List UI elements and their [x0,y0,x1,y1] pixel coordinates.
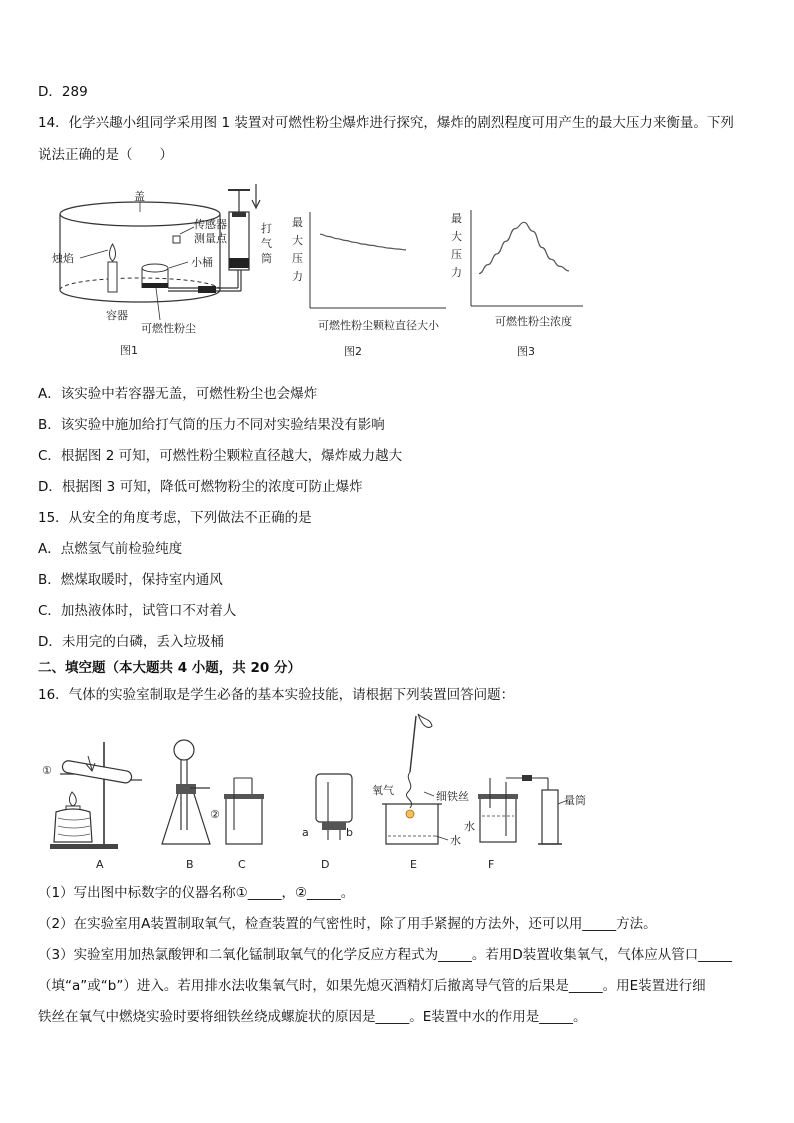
label-sensor-2: 测量点 [194,232,227,245]
chart-series-line [320,234,406,250]
apparatus-label-b: B [186,858,194,871]
fig3-ylabel-2: 大 [451,230,462,243]
fig3-ylabel-3: 压 [451,248,462,261]
figure-3-chart [447,206,597,360]
q14-stem-line1: 14．化学兴趣小组同学采用图 1 装置对可燃性粉尘爆炸进行探究，爆炸的剧烈程度可用产生的最大压力来衡量。下列 [38,115,734,131]
label-bucket: 小桶 [191,256,213,269]
q15-option-c: C．加热液体时，试管口不对着人 [38,603,237,619]
chart-series-line [479,222,569,273]
prev-option-d: D．289 [38,84,88,100]
q16-part-2: （2）在实验室用A装置制取氧气，检查装置的气密性时，除了用手紧握的方法外，还可以用_____方法。 [38,916,657,932]
label-sensor-1: 传感器 [194,218,227,231]
apparatus-oxygen: 氧气 [372,784,394,797]
figure-2-chart [286,208,456,360]
q14-option-c: C．根据图 2 可知，可燃性粉尘颗粒直径越大，爆炸威力越大 [38,448,403,464]
figure-2-caption: 图2 [344,345,362,358]
fig2-ylabel-2: 大 [292,234,303,247]
figure-1-apparatus [48,182,288,362]
apparatus-cylinder: 量筒 [564,794,586,807]
fig2-ylabel-4: 力 [292,270,303,283]
section-2-heading: 二、填空题（本大题共 4 小题，共 20 分） [38,660,301,676]
apparatus-label-d: D [321,858,330,871]
apparatus-d-a: a [302,826,309,839]
apparatus-water-e: 水 [450,834,461,847]
apparatus-d-b: b [346,826,353,839]
label-container: 容器 [106,309,128,322]
apparatus-label-e: E [410,858,417,871]
apparatus-water-f: 水 [464,820,475,833]
q16-part-3-line2: （填“a”或“b”）进入。若用排水法收集氧气时，如果先熄灭酒精灯后撤离导气管的后果是_____。用E装置进行细 [38,978,706,994]
figure-3-caption: 图3 [517,345,535,358]
fig3-ylabel-4: 力 [451,266,462,279]
q15-option-a: A．点燃氢气前检验纯度 [38,541,183,557]
fig3-ylabel-1: 最 [451,212,462,225]
q14-option-d: D．根据图 3 可知，降低可燃物粉尘的浓度可防止爆炸 [38,479,363,495]
fig2-ylabel-3: 压 [292,252,303,265]
apparatus-label-f: F [488,858,495,871]
label-candle: 烛焰 [52,252,74,265]
q15-option-d: D．未用完的白磷，丢入垃圾桶 [38,634,224,650]
fig2-ylabel-1: 最 [292,216,303,229]
apparatus-label-c: C [238,858,246,871]
q16-apparatus-figure [38,712,598,872]
label-dust: 可燃性粉尘 [141,322,196,335]
label-pump-3: 筒 [261,252,272,265]
q16-stem: 16．气体的实验室制取是学生必备的基本实验技能，请根据下列装置回答问题： [38,687,515,703]
fig2-xlabel: 可燃性粉尘颗粒直径大小 [318,319,439,332]
fig3-xlabel: 可燃性粉尘浓度 [495,315,572,328]
q16-part-3-line1: （3）实验室用加热氯酸钾和二氧化锰制取氧气的化学反应方程式为_____。若用D装置收集氧气，气体应从管口_____ [38,947,732,963]
apparatus-num-1: ① [42,764,52,777]
label-pump-2: 气 [261,237,272,250]
q14-option-a: A．该实验中若容器无盖，可燃性粉尘也会爆炸 [38,386,318,402]
q15-stem: 15．从安全的角度考虑，下列做法不正确的是 [38,510,312,526]
q15-option-b: B．燃煤取暖时，保持室内通风 [38,572,223,588]
apparatus-num-2: ② [210,808,220,821]
label-pump-1: 打 [261,222,272,235]
figure-1-caption: 图1 [120,344,138,357]
apparatus-wire: 细铁丝 [436,790,469,803]
label-lid: 盖 [134,190,145,203]
apparatus-label-a: A [96,858,104,871]
q16-part-1: （1）写出图中标数字的仪器名称①_____，②_____。 [38,885,355,901]
q16-part-3-line3: 铁丝在氧气中燃烧实验时要将细铁丝绕成螺旋状的原因是_____。E装置中水的作用是_____。 [38,1009,587,1025]
q14-stem-line2: 说法正确的是（ ） [38,147,173,163]
q14-option-b: B．该实验中施加给打气筒的压力不同对实验结果没有影响 [38,417,385,433]
